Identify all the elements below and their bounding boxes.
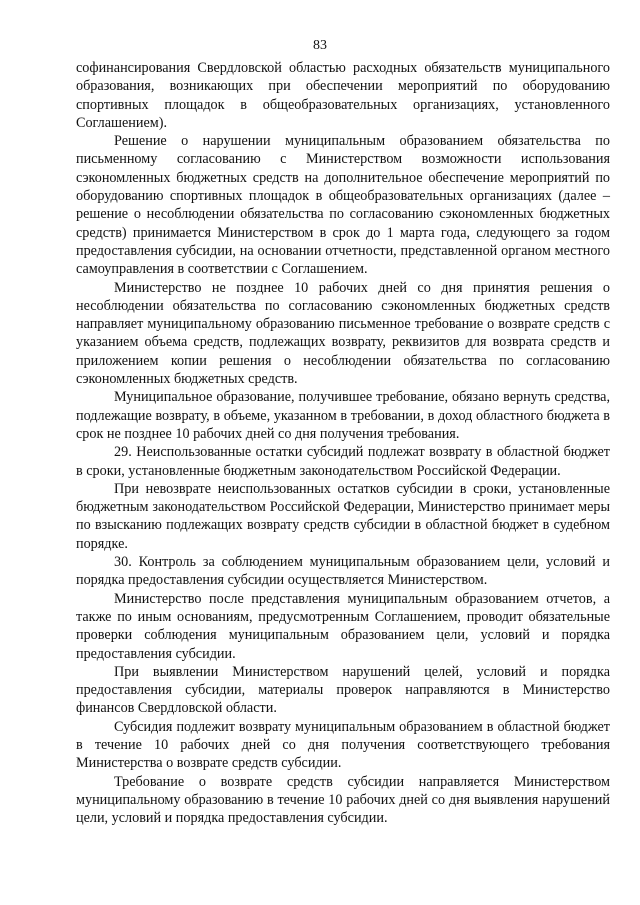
paragraph-10: Субсидия подлежит возврату муниципальным образованием в областной бюджет в течение 10 рабочих дней со дня получения соответствующего требования Министерства о возврате средств субсидии.	[76, 718, 610, 772]
paragraph-2: Решение о нарушении муниципальным образованием обязательства по письменному согласованию с Министерством возможности использования сэкономленных бюджетных средств на дополнительное обеспечение мероприятий по оборудованию спортивных площадок в общеобразовательных организациях (далее – решение о несоблюдении обязательства по согласованию сэкономленных бюджетных средств) принимается Министерством в срок до 1 марта года, следующего за годом предоставления субсидии, на основании отчетности, представленной органом местного самоуправления в соответствии с Соглашением.	[76, 133, 610, 278]
paragraph-1: софинансирования Свердловской областью расходных обязательств муниципального образования, возникающих при обеспечении мероприятий по оборудованию спортивных площадок в общеобразовательных организациях, установленного Соглашением).	[76, 60, 610, 131]
paragraph-7-item-30: 30. Контроль за соблюдением муниципальным образованием цели, условий и порядка предоставления субсидии осуществляется Министерством.	[76, 554, 610, 589]
paragraph-11: Требование о возврате средств субсидии направляется Министерством муниципальному образованию в течение 10 рабочих дней со дня выявления нарушений цели, условий и порядка предоставления субсидии.	[76, 773, 610, 827]
page-number: 83	[313, 38, 327, 53]
paragraph-8: Министерство после представления муниципальным образованием отчетов, а также по иным основаниям, предусмотренным Соглашением, проводит обязательные проверки соблюдения муниципальным образованием цели, условий и порядка предоставления субсидии.	[76, 590, 610, 662]
paragraph-9: При выявлении Министерством нарушений целей, условий и порядка предоставления субсидии, материалы проверок направляются в Министерство финансов Свердловской области.	[76, 663, 610, 717]
paragraph-5-item-29: 29. Неиспользованные остатки субсидий подлежат возврату в областной бюджет в сроки, установленные бюджетным законодательством Российской Федерации.	[76, 444, 610, 479]
paragraph-4: Муниципальное образование, получившее требование, обязано вернуть средства, подлежащие возврату, в объеме, указанном в требовании, в доход областного бюджета в срок не позднее 10 рабочих дней со дня получения требования.	[76, 389, 610, 442]
document-body	[76, 59, 610, 827]
paragraph-6: При невозврате неиспользованных остатков субсидии в сроки, установленные бюджетным законодательством Российской Федерации, Министерство принимает меры по взысканию подлежащих возврату средств субсидии в областной бюджет в судебном порядке.	[76, 480, 610, 552]
paragraph-3: Министерство не позднее 10 рабочих дней со дня принятия решения о несоблюдении обязательства по согласованию сэкономленных бюджетных средств направляет муниципальному образованию письменное требование о возврате средств с указанием объема средств, подлежащих возврату, реквизитов для возврата средств и приложением копии решения о несоблюдении обязательства по согласованию сэкономленных бюджетных средств.	[76, 279, 610, 388]
